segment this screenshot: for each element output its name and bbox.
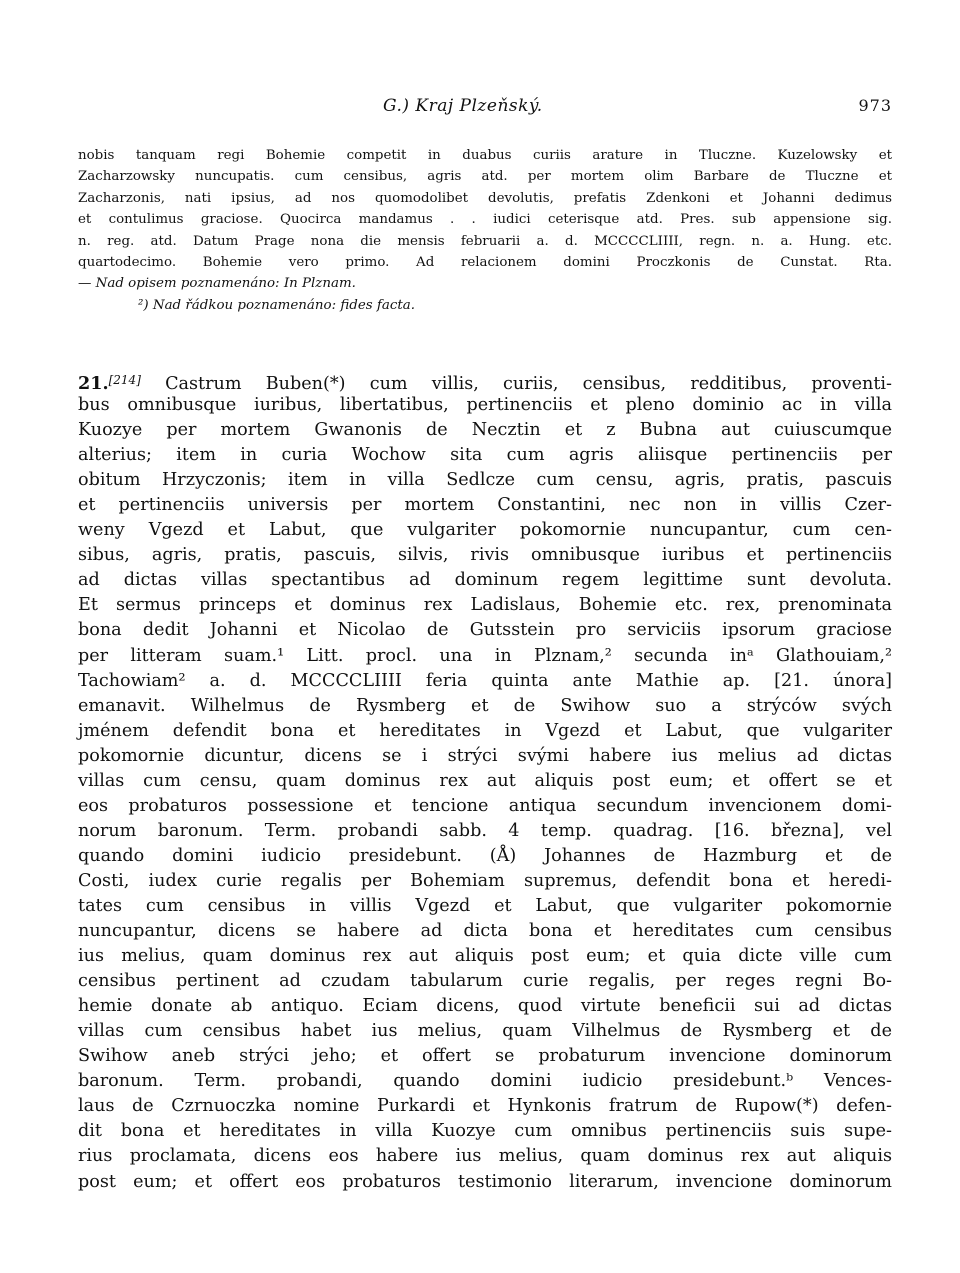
text-line: ad dictas villas spectantibus ad dominum regem legittime sunt devoluta. bbox=[78, 570, 892, 591]
text-line: eos probaturos possessione et tencione antiqua secundum invencionem domi- bbox=[78, 795, 892, 816]
running-title: G.) Kraj Plzeňský. bbox=[383, 96, 543, 116]
text-line: alterius; item in curia Wochow sita cum agris aliisque pertinenciis per bbox=[78, 445, 892, 466]
text-line: emanavit. Wilhelmus de Rysmberg et de Swihow suo a strýców svých bbox=[78, 695, 892, 716]
text-line: Zacharzonis, nati ipsius, ad nos quomodolibet devolutis, prefatis Zdenkoni et Johanni dedimus bbox=[78, 190, 892, 206]
text-line: Castrum Buben(*) cum villis, curiis, censibus, redditibus, proventi- bbox=[165, 374, 892, 394]
text-line: per litteram suam.¹ Litt. procl. una in Plznam,² secunda inᵃ Glathouiam,² bbox=[78, 645, 892, 666]
previous-entry-tail bbox=[78, 145, 892, 316]
text-line: nuncupantur, dicens se habere ad dicta bona et hereditates cum censibus bbox=[78, 921, 892, 942]
text-line: Swihow aneb strýci jeho; et offert se probaturum invencione dominorum bbox=[78, 1046, 892, 1067]
text-line: Kuozye per mortem Gwanonis de Necztin et z Bubna aut cuiuscumque bbox=[78, 420, 892, 441]
text-line: baronum. Term. probandi, quando domini iudicio presidebunt.ᵇ Vences- bbox=[78, 1071, 892, 1092]
text-line: quando domini iudicio presidebunt. (Å) Johannes de Hazmburg et de bbox=[78, 845, 892, 866]
text-line: ius melius, quam dominus rex aut aliquis post eum; et quia dicte ville cum bbox=[78, 946, 892, 967]
text-line: Costi, iudex curie regalis per Bohemiam supremus, defendit bona et heredi- bbox=[78, 870, 892, 891]
page-header bbox=[78, 96, 892, 120]
text-line: laus de Czrnuoczka nomine Purkardi et Hynkonis fratrum de Rupow(*) defen- bbox=[78, 1096, 892, 1117]
text-line: hemie donate ab antiquo. Eciam dicens, quod virtute beneficii sui ad dictas bbox=[78, 996, 892, 1017]
footnote-line: — Nad opisem poznamenáno: In Plznam. bbox=[78, 276, 356, 292]
text-line: Et sermus princeps et dominus rex Ladislaus, Bohemie etc. rex, prenominata bbox=[78, 595, 892, 616]
text-line: et pertinenciis universis per mortem Constantini, nec non in villis Czer- bbox=[78, 495, 892, 516]
entry-reference: [214] bbox=[108, 373, 141, 387]
text-line: jménem defendit bona et hereditates in Vgezd et Labut, que vulgariter bbox=[78, 720, 892, 741]
text-line: nobis tanquam regi Bohemie competit in duabus curiis arature in Tluczne. Kuzelowsky et bbox=[78, 148, 892, 163]
text-line: dit bona et hereditates in villa Kuozye cum omnibus pertinenciis suis supe- bbox=[78, 1121, 892, 1142]
text-line: quartodecimo. Bohemie vero primo. Ad relacionem domini Proczkonis de Cunstat. Rta. bbox=[78, 254, 892, 270]
text-line: censibus pertinent ad czudam tabularum curie regalis, per reges regni Bo- bbox=[78, 971, 892, 992]
text-line: pokomornie dicuntur, dicens se i strýci svými habere ius melius ad dictas bbox=[78, 745, 892, 766]
text-line: sibus, agris, pratis, pascuis, silvis, rivis omnibusque iuribus et pertinenciis bbox=[78, 545, 892, 566]
text-line: post eum; et offert eos probaturos testimonio literarum, invencione dominorum bbox=[78, 1171, 892, 1192]
text-line: weny Vgezd et Labut, que vulgariter pokomornie nuncupantur, cum cen- bbox=[78, 520, 892, 541]
page-number: 973 bbox=[858, 96, 892, 115]
entry-number: 21. bbox=[78, 373, 109, 394]
text-line: obitum Hrzyczonis; item in villa Sedlcze cum censu, agris, pratis, pascuis bbox=[78, 470, 892, 491]
entry-first-line bbox=[78, 368, 892, 393]
footnote-line: ²) Nad řádkou poznamenáno: fides facta. bbox=[138, 297, 415, 313]
text-line: villas cum censu, quam dominus rex aut aliquis post eum; et offert se et bbox=[78, 770, 892, 791]
text-line: bona dedit Johanni et Nicolao de Gutsstein pro serviciis ipsorum graciose bbox=[78, 620, 892, 641]
text-line: rius proclamata, dicens eos habere ius melius, quam dominus rex aut aliquis bbox=[78, 1146, 892, 1167]
text-line: Zacharzowsky nuncupatis. cum censibus, agris atd. per mortem olim Barbare de Tluczne et bbox=[78, 169, 892, 185]
text-line: n. reg. atd. Datum Prage nona die mensis februarii a. d. MCCCCLIIII, regn. n. a. Hung. etc. bbox=[78, 233, 892, 249]
text-line: Tachowiam² a. d. MCCCCLIIII feria quinta ante Mathie ap. [21. února] bbox=[78, 670, 892, 691]
text-line: villas cum censibus habet ius melius, quam Vilhelmus de Rysmberg et de bbox=[78, 1021, 892, 1042]
text-line: bus omnibusque iuribus, libertatibus, pertinenciis et pleno dominio ac in villa bbox=[78, 395, 892, 416]
text-line: et contulimus graciose. Quocirca mandamus . . iudici ceterisque atd. Pres. sub appensione sig. bbox=[78, 212, 892, 228]
text-line: norum baronum. Term. probandi sabb. 4 temp. quadrag. [16. března], vel bbox=[78, 820, 892, 841]
entry-21 bbox=[78, 368, 892, 1195]
text-line: tates cum censibus in villis Vgezd et Labut, que vulgariter pokomornie bbox=[78, 895, 892, 916]
